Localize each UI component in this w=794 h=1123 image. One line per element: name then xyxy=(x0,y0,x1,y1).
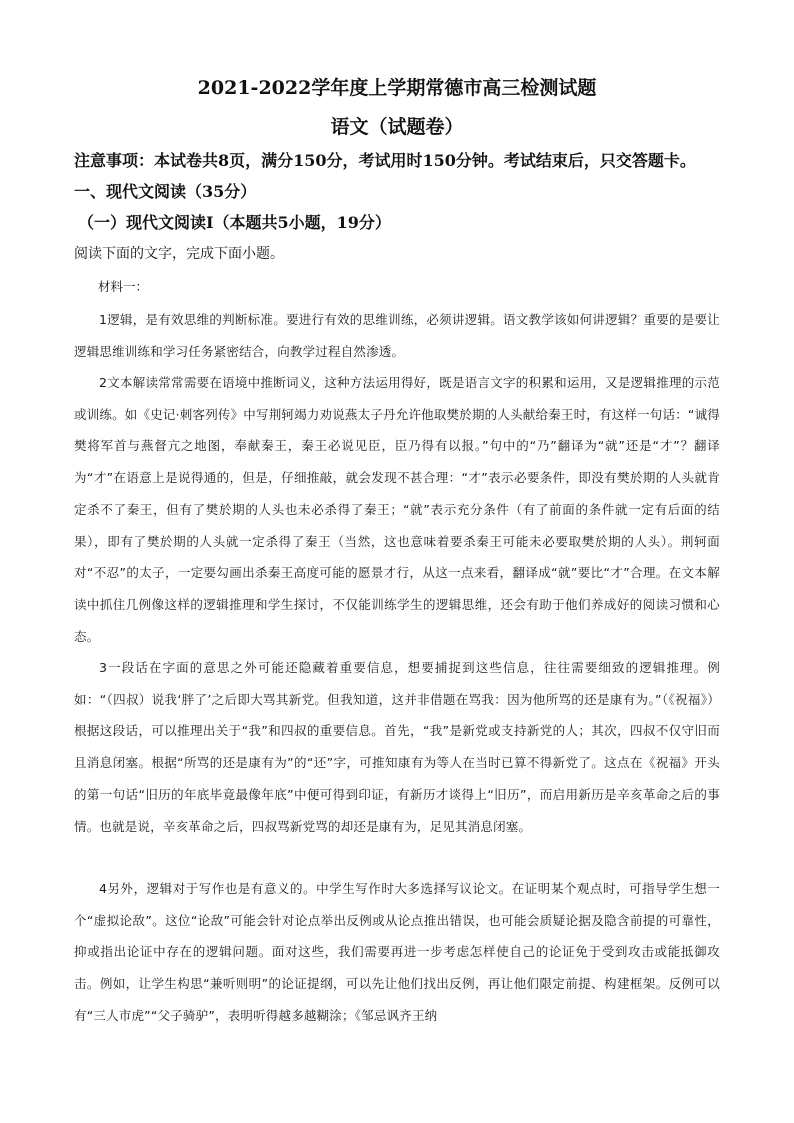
instruction-text: 阅读下面的文字，完成下面小题。 xyxy=(74,246,284,262)
exam-subtitle: 语文（试题卷） xyxy=(330,116,464,138)
notice-text: 注意事项：本试卷共8页，满分150分，考试用时150分钟。考试结束后，只交答题卡。 xyxy=(74,151,696,170)
section-heading: 一、现代文阅读（35分） xyxy=(74,182,257,201)
subsection-heading: （一）现代文阅读Ⅰ（本题共5小题，19分） xyxy=(78,213,391,232)
paragraph-3: 3一段话在字面的意思之外可能还隐藏着重要信息，想要捕捉到这些信息，往往需要细致的逻辑推理。例如：“（四叔）说我‘胖了’之后即大骂其新党。但我知道，这并非借题在骂我：因为他所骂的还是康有为。”（《祝福》）根据这段话，可以推理出关于“我”和四叔的重要信息。首先，“我”是新党或支持新党的人；其次，四叔不仅守旧而且消息闭塞。根据“所骂的还是康有为”的“还”字，可推知康有为等人在当时已算不得新党了。这点在《祝福》开头的第一句话“旧历的年底毕竟最像年底”中便可得到印证，有新历才谈得上“旧历”，而启用新历是辛亥革命之后的事情。也就是说，辛亥革命之后，四叔骂新党骂的却还是康有为，足见其消息闭塞。 xyxy=(74,660,720,834)
paragraph-4: 4另外，逻辑对于写作也是有意义的。中学生写作时大多选择写议论文。在证明某个观点时，可指导学生想一个“虚拟论敌”。这位“论敌”可能会针对论点举出反例或从论点推出错误，也可能会质疑论据及隐含前提的可靠性，抑或指出论证中存在的逻辑问题。面对这些，我们需要再进一步考虑怎样使自己的论证免于受到攻击或能抵御攻击。例如，让学生构思“兼听则明”的论证提纲，可以先让他们找出反例，再让他们限定前提、构建框架。反例可以有“三人市虎”“父子骑驴”，表明听得越多越糊涂；《邹忌讽齐王纳 xyxy=(74,881,720,1023)
exam-title: 2021-2022学年度上学期常德市高三检测试题 xyxy=(197,77,597,99)
paragraph-1: 1逻辑，是有效思维的判断标准。要进行有效的思维训练，必须讲逻辑。语文教学该如何讲逻辑？重要的是要让逻辑思维训练和学习任务紧密结合，向教学过程自然渗透。 xyxy=(74,312,720,359)
material-label: 材料一： xyxy=(98,279,149,294)
paragraph-2: 2文本解读常常需要在语境中推断词义，这种方法运用得好，既是语言文字的积累和运用，又是逻辑推理的示范或训练。如《史记·刺客列传》中写荆轲竭力劝说燕太子丹允许他取樊於期的人头献给秦王时，有这样一句话：“诚得樊将军首与燕督亢之地图，奉献秦王，秦王必说见臣，臣乃得有以报。”句中的“乃”翻译为“就”还是“才”？翻译为“才”在语意上是说得通的，但是，仔细推敲，就会发现不甚合理：“才”表示必要条件，即没有樊於期的人头就肯定杀不了秦王，但有了樊於期的人头也未必杀得了秦王；“就”表示充分条件（有了前面的条件就一定有后面的结果），即有了樊於期的人头就一定杀得了秦王（当然，这也意味着要杀秦王可能未必要取樊於期的人头）。荆轲面对“不忍”的太子，一定要勾画出杀秦王高度可能的愿景才行，从这一点来看，翻译成“就”要比“才”合理。在文本解读中抓住几例像这样的逻辑推理和学生探讨，不仅能训练学生的逻辑思维，还会有助于他们养成好的阅读习惯和心态。 xyxy=(74,375,720,644)
